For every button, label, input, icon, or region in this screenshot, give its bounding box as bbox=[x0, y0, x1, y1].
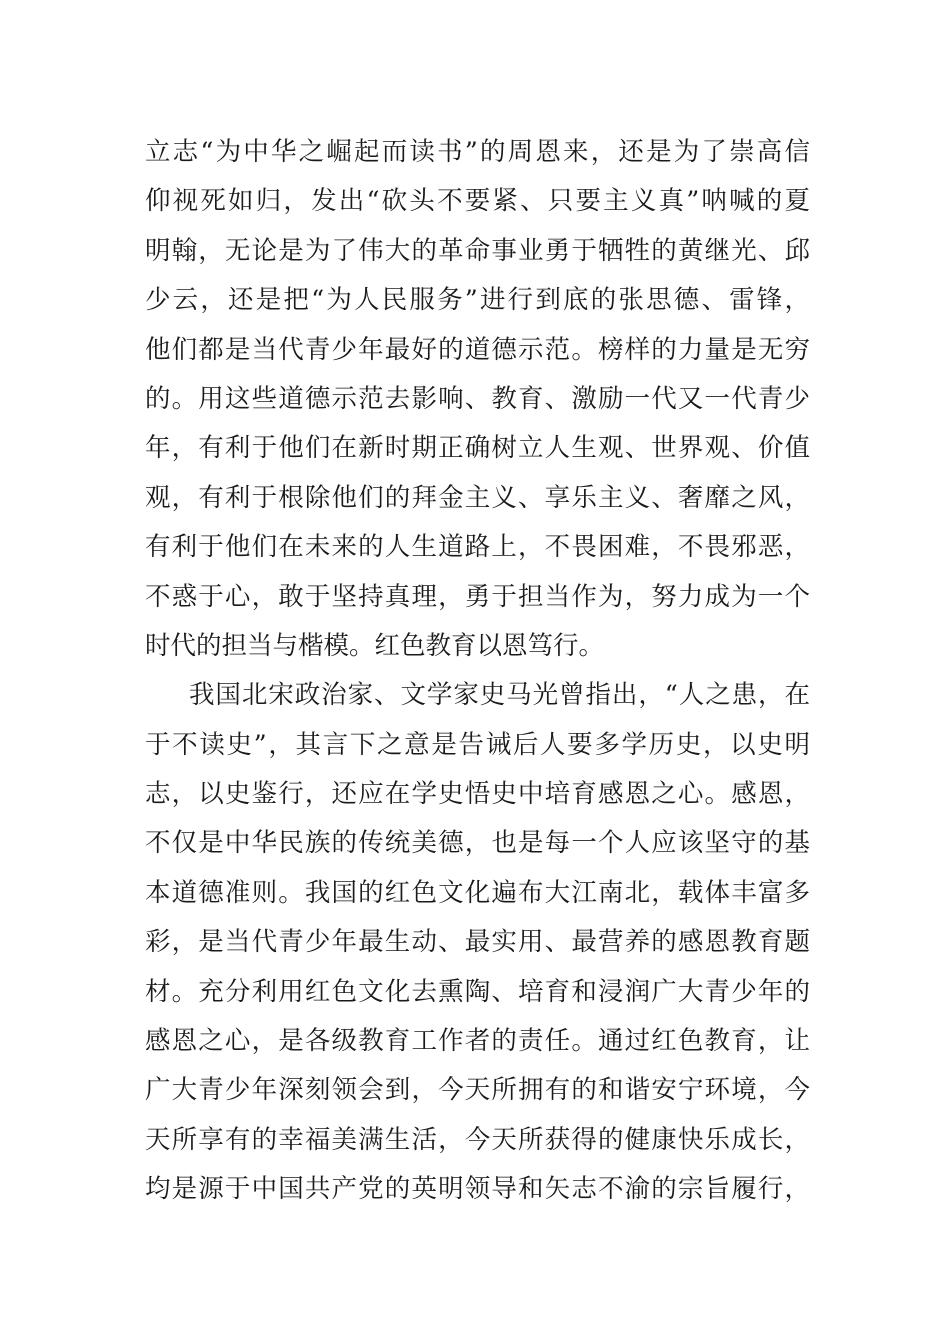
text-line: 观，有利于根除他们的拜金主义、享乐主义、奢靡之风， bbox=[145, 482, 810, 513]
text-line: 时代的担当与楷模。红色教育以恩笃行。 bbox=[145, 630, 605, 661]
text-line: 志，以史鉴行，还应在学史悟史中培育感恩之心。感恩， bbox=[145, 779, 810, 810]
text-line: 感恩之心，是各级教育工作者的责任。通过红色教育，让 bbox=[145, 1026, 810, 1057]
text-line: 彩，是当代青少年最生动、最实用、最营养的感恩教育题 bbox=[145, 927, 810, 958]
text-line: 广大青少年深刻领会到，今天所拥有的和谐安宁环境，今 bbox=[145, 1075, 810, 1106]
text-line: 于不读史”，其言下之意是告诫后人要多学历史，以史明 bbox=[145, 729, 810, 760]
text-line: 少云，还是把“为人民服务”进行到底的张思德、雷锋， bbox=[145, 285, 810, 316]
text-line: 天所享有的幸福美满生活，今天所获得的健康快乐成长， bbox=[145, 1124, 810, 1155]
text-line: 的。用这些道德示范去影响、教育、激励一代又一代青少 bbox=[145, 383, 810, 414]
paragraph-first-line: 我国北宋政治家、文学家史马光曾指出，“人之患，在 bbox=[189, 680, 810, 711]
text-line: 有利于他们在未来的人生道路上，不畏困难，不畏邪恶， bbox=[145, 532, 810, 563]
text-line: 立志“为中华之崛起而读书”的周恩来，还是为了崇高信 bbox=[145, 137, 810, 167]
body-text bbox=[145, 128, 810, 1215]
text-line: 不惑于心，敢于坚持真理，勇于担当作为，努力成为一个 bbox=[145, 581, 810, 612]
text-line: 明翰，无论是为了伟大的革命事业勇于牺牲的黄继光、邱 bbox=[145, 235, 810, 266]
text-line: 不仅是中华民族的传统美德，也是每一个人应该坚守的基 bbox=[145, 828, 810, 859]
text-line: 本道德准则。我国的红色文化遍布大江南北，载体丰富多 bbox=[145, 877, 810, 908]
text-line: 他们都是当代青少年最好的道德示范。榜样的力量是无穷 bbox=[145, 334, 810, 365]
text-line: 材。充分利用红色文化去熏陶、培育和浸润广大青少年的 bbox=[145, 976, 810, 1007]
text-line: 仰视死如归，发出“砍头不要紧、只要主义真”呐喊的夏 bbox=[145, 186, 810, 217]
text-line: 均是源于中国共产党的英明领导和矢志不渝的宗旨履行， bbox=[145, 1174, 810, 1205]
text-line: 年，有利于他们在新时期正确树立人生观、世界观、价值 bbox=[145, 433, 810, 464]
